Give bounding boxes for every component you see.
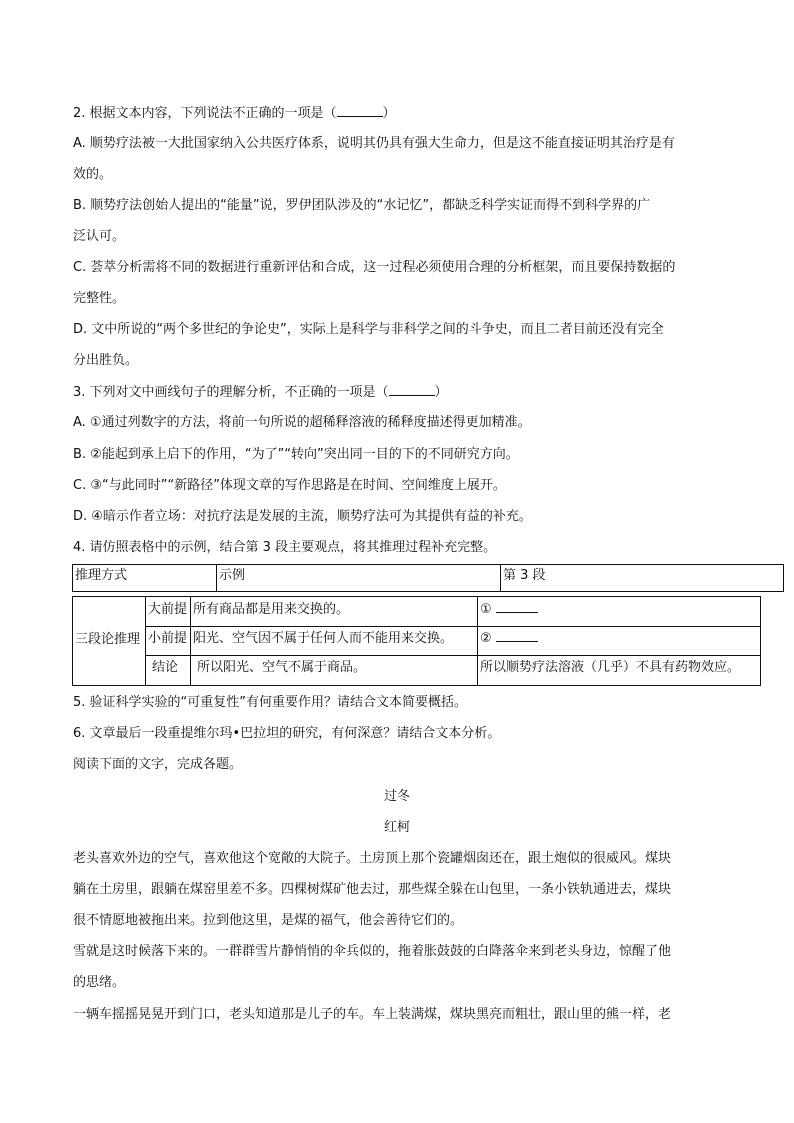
reasoning-table-body — [72, 596, 761, 686]
story-paragraph-3-line-1: 一辆车摇摇晃晃开到门口，老头知道那是儿子的车。车上装满煤，煤块黑亮而粗壮，跟山里的熊一样，老 — [73, 1007, 672, 1022]
major-premise-example: 所有商品都是用来交换的。 — [193, 602, 350, 617]
question-2-stem — [73, 103, 396, 124]
option-b-line-2: 泛认可。 — [73, 229, 126, 244]
conclusion-example: 所以阳光、空气不属于商品。 — [197, 660, 367, 675]
question-2-stem-text: 2. 根据文本内容，下列说法不正确的一项是（ — [73, 106, 337, 121]
row-label-syllogism: 三段论推理 — [75, 632, 141, 647]
story-author: 红柯 — [383, 820, 410, 835]
question-5: 5. 验证科学实验的“可重复性”有何重要作用？请结合文本简要概括。 — [73, 695, 468, 710]
option-b-line-1: B. 顺势疗法创始人提出的“能量”说，罗伊团队涉及的“水记忆”，都缺乏科学实证而得不到科学界的广 — [73, 198, 651, 213]
table-divider — [146, 655, 760, 656]
header-example: 示例 — [219, 568, 246, 583]
option-c-line-1: C. 荟萃分析需将不同的数据进行重新评估和合成，这一过程必须使用合理的分析框架，而且要保持数据的 — [73, 260, 676, 275]
option-d-line-1: D. 文中所说的“两个多世纪的争论史”，实际上是科学与非科学之间的斗争史，而且二者目前还没有完全 — [73, 322, 664, 337]
story-paragraph-1-line-3: 很不情愿地被拖出来。拉到他这里，是煤的福气，他会善待它们的。 — [73, 913, 464, 928]
option-d: D. ④暗示作者立场：对抗疗法是发展的主流，顺势疗法可为其提供有益的补充。 — [73, 509, 532, 524]
option-a-line-1: A. 顺势疗法被一大批国家纳入公共医疗体系，说明其仍具有强大生命力，但是这不能直接证明其治疗是有 — [73, 136, 675, 151]
question-4-stem: 4. 请仿照表格中的示例，结合第 3 段主要观点，将其推理过程补充完整。 — [73, 540, 497, 555]
major-premise-answer — [478, 600, 538, 620]
option-d-line-2: 分出胜负。 — [73, 353, 139, 368]
conclusion-paragraph-3: 所以顺势疗法溶液（几乎）不具有药物效应。 — [480, 660, 741, 675]
answer-blank — [496, 629, 538, 642]
answer-blank — [389, 382, 435, 396]
story-paragraph-1-line-1: 老头喜欢外边的空气，喜欢他这个宽敞的大院子。土房顶上那个瓷罐烟囱还在，跟土炮似的很威风。煤块 — [73, 851, 672, 866]
minor-premise-label: 小前提 — [148, 631, 188, 646]
story-title: 过冬 — [383, 789, 410, 804]
question-3-stem-text: 3. 下列对文中画线句子的理解分析，不正确的一项是（ — [73, 385, 389, 400]
header-reasoning-method: 推理方式 — [75, 568, 128, 583]
reading-intro: 阅读下面的文字，完成各题。 — [73, 757, 243, 772]
option-b: B. ②能起到承上启下的作用，“为了”“转向”突出同一目的下的不同研究方向。 — [73, 447, 519, 462]
option-c-line-2: 完整性。 — [73, 291, 126, 306]
minor-premise-example: 阳光、空气因不属于任何人而不能用来交换。 — [193, 631, 454, 646]
question-3-stem — [73, 382, 448, 403]
major-premise-label: 大前提 — [148, 602, 188, 617]
story-paragraph-1-line-2: 躺在土房里，跟躺在煤窑里差不多。四棵树煤矿他去过，那些煤全躲在山包里，一条小铁轨通进去，煤块 — [73, 882, 672, 897]
answer-blank — [337, 103, 383, 117]
story-paragraph-2-line-1: 雪就是这时候落下来的。一群群雪片静悄悄的伞兵似的，拖着胀鼓鼓的白降落伞来到老头身边，惊醒了他 — [73, 944, 672, 959]
conclusion-label: 结论 — [152, 660, 179, 675]
story-paragraph-2-line-2: 的思绪。 — [73, 975, 126, 990]
answer-blank — [496, 600, 538, 613]
option-a-line-2: 效的。 — [73, 167, 113, 182]
circled-one: ① — [480, 602, 492, 617]
question-2-stem-end: ） — [382, 106, 396, 121]
minor-premise-answer — [478, 629, 538, 649]
circled-two: ② — [480, 631, 492, 646]
option-c: C. ③“与此同时”“新路径”体现文章的写作思路是在时间、空间维度上展开。 — [73, 478, 506, 493]
table-divider — [146, 626, 760, 627]
header-paragraph-3: 第 3 段 — [503, 568, 546, 583]
option-a: A. ①通过列数字的方法，将前一句所说的超稀释溶液的稀释度描述得更加精准。 — [73, 415, 531, 430]
question-3-stem-end: ） — [434, 385, 448, 400]
reasoning-table-header — [72, 564, 784, 592]
question-6: 6. 文章最后一段重提维尔玛•巴拉坦的研究，有何深意？请结合文本分析。 — [73, 726, 501, 741]
